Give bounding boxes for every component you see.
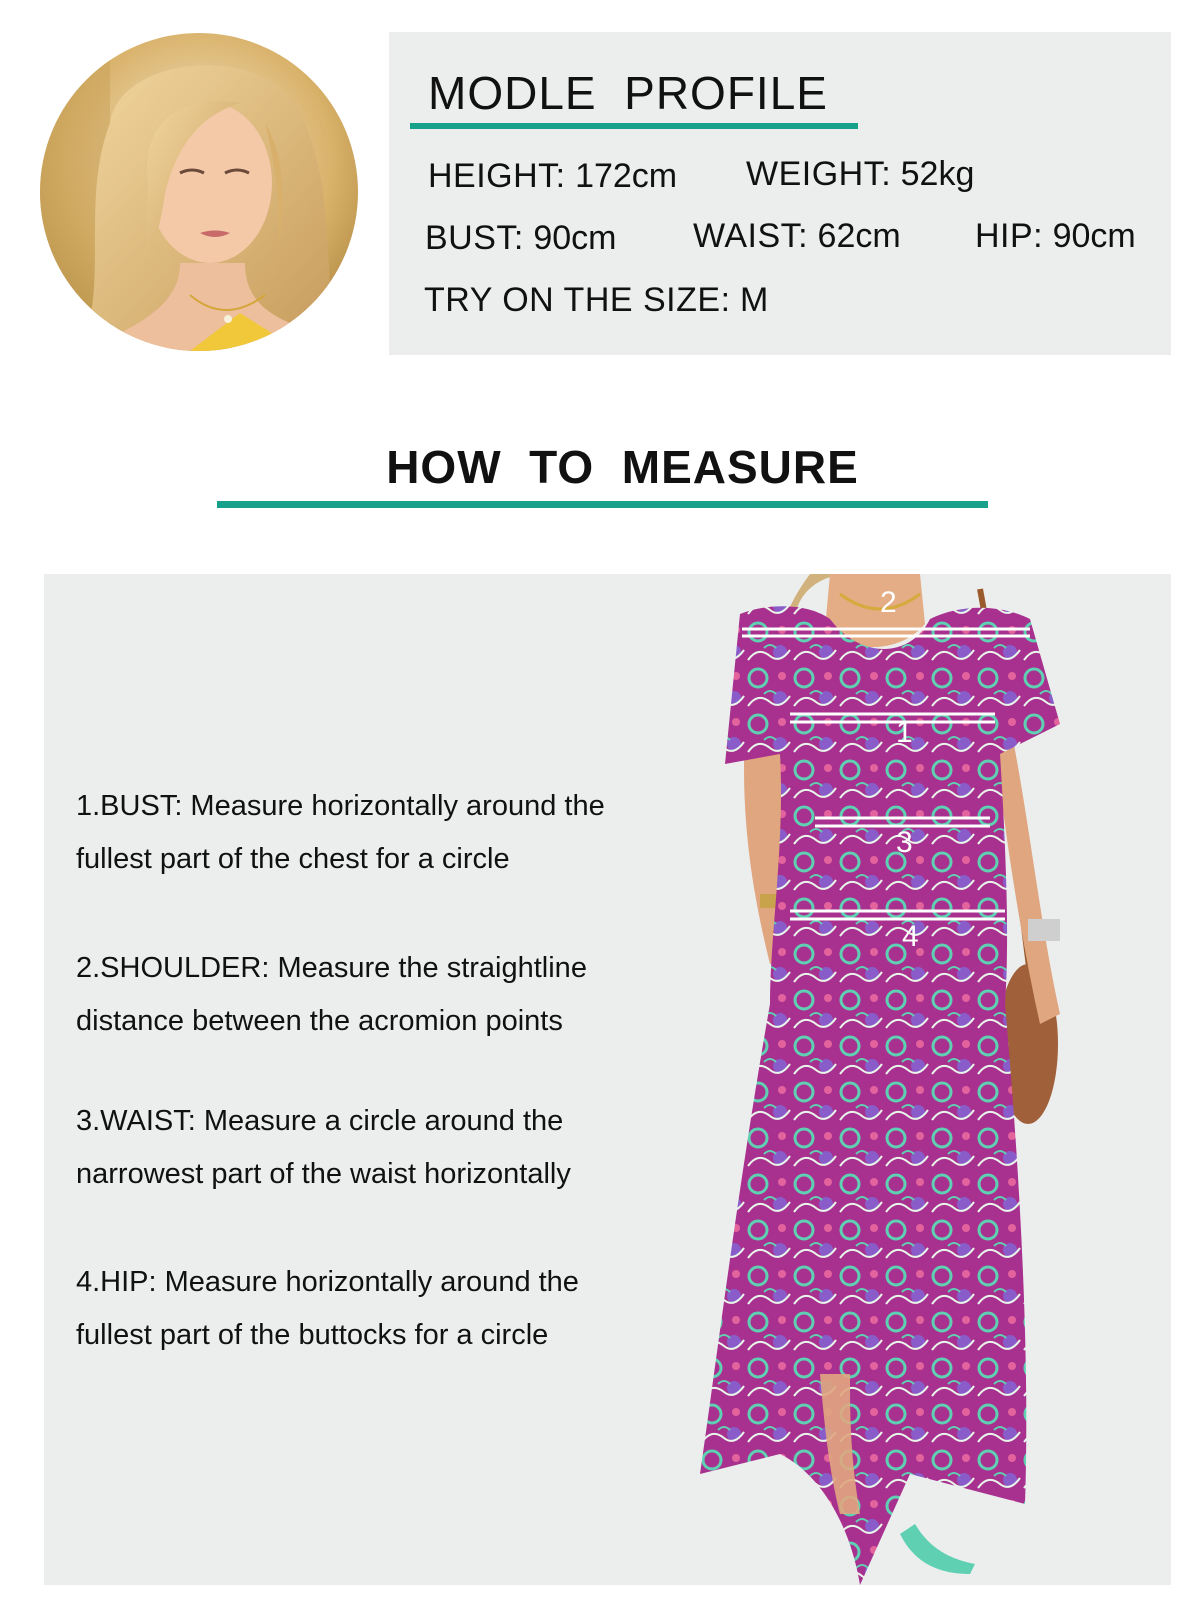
height-value: 172cm [575, 157, 678, 195]
instruction-line: 1.BUST: Measure horizontally around the [76, 790, 605, 822]
instruction-bust [76, 780, 605, 886]
measure-marker-1: 1 [896, 716, 913, 749]
weight-stat [746, 155, 974, 194]
instruction-line: narrowest part of the waist horizontally [76, 1158, 571, 1190]
hip-label: HIP: [975, 217, 1044, 255]
instruction-hip [76, 1256, 579, 1362]
bust-value: 90cm [533, 219, 617, 257]
hip-stat [975, 217, 1136, 256]
waist-value: 62cm [817, 217, 901, 255]
instruction-line: distance between the acromion points [76, 1005, 563, 1037]
profile-title-underline [410, 123, 858, 129]
bust-label: BUST: [425, 219, 524, 257]
instruction-line: 4.HIP: Measure horizontally around the [76, 1266, 579, 1298]
instruction-waist [76, 1095, 571, 1201]
try-on-size-stat [424, 281, 768, 320]
profile-title: MODLE PROFILE [428, 67, 828, 119]
model-portrait-photo [40, 33, 358, 351]
how-to-measure-underline [217, 501, 988, 508]
size-value: M [739, 281, 769, 319]
weight-value: 52kg [900, 155, 975, 193]
dress-model-photo [700, 574, 1120, 1585]
height-stat [428, 157, 677, 196]
instruction-line: 2.SHOULDER: Measure the straightline [76, 952, 587, 984]
waist-stat [693, 217, 901, 256]
measure-marker-3: 3 [896, 826, 913, 859]
instruction-shoulder [76, 942, 587, 1048]
height-label: HEIGHT: [428, 157, 566, 195]
measure-marker-4: 4 [902, 920, 919, 953]
weight-label: WEIGHT: [746, 155, 892, 193]
bust-stat [425, 219, 616, 258]
instruction-line: fullest part of the chest for a circle [76, 843, 510, 875]
hip-value: 90cm [1052, 217, 1136, 255]
size-label: TRY ON THE SIZE: [424, 281, 731, 319]
how-to-measure-title: HOW TO MEASURE [386, 441, 859, 493]
instruction-line: 3.WAIST: Measure a circle around the [76, 1105, 564, 1137]
measure-marker-2: 2 [880, 586, 897, 619]
waist-label: WAIST: [693, 217, 809, 255]
instruction-line: fullest part of the buttocks for a circle [76, 1319, 549, 1351]
